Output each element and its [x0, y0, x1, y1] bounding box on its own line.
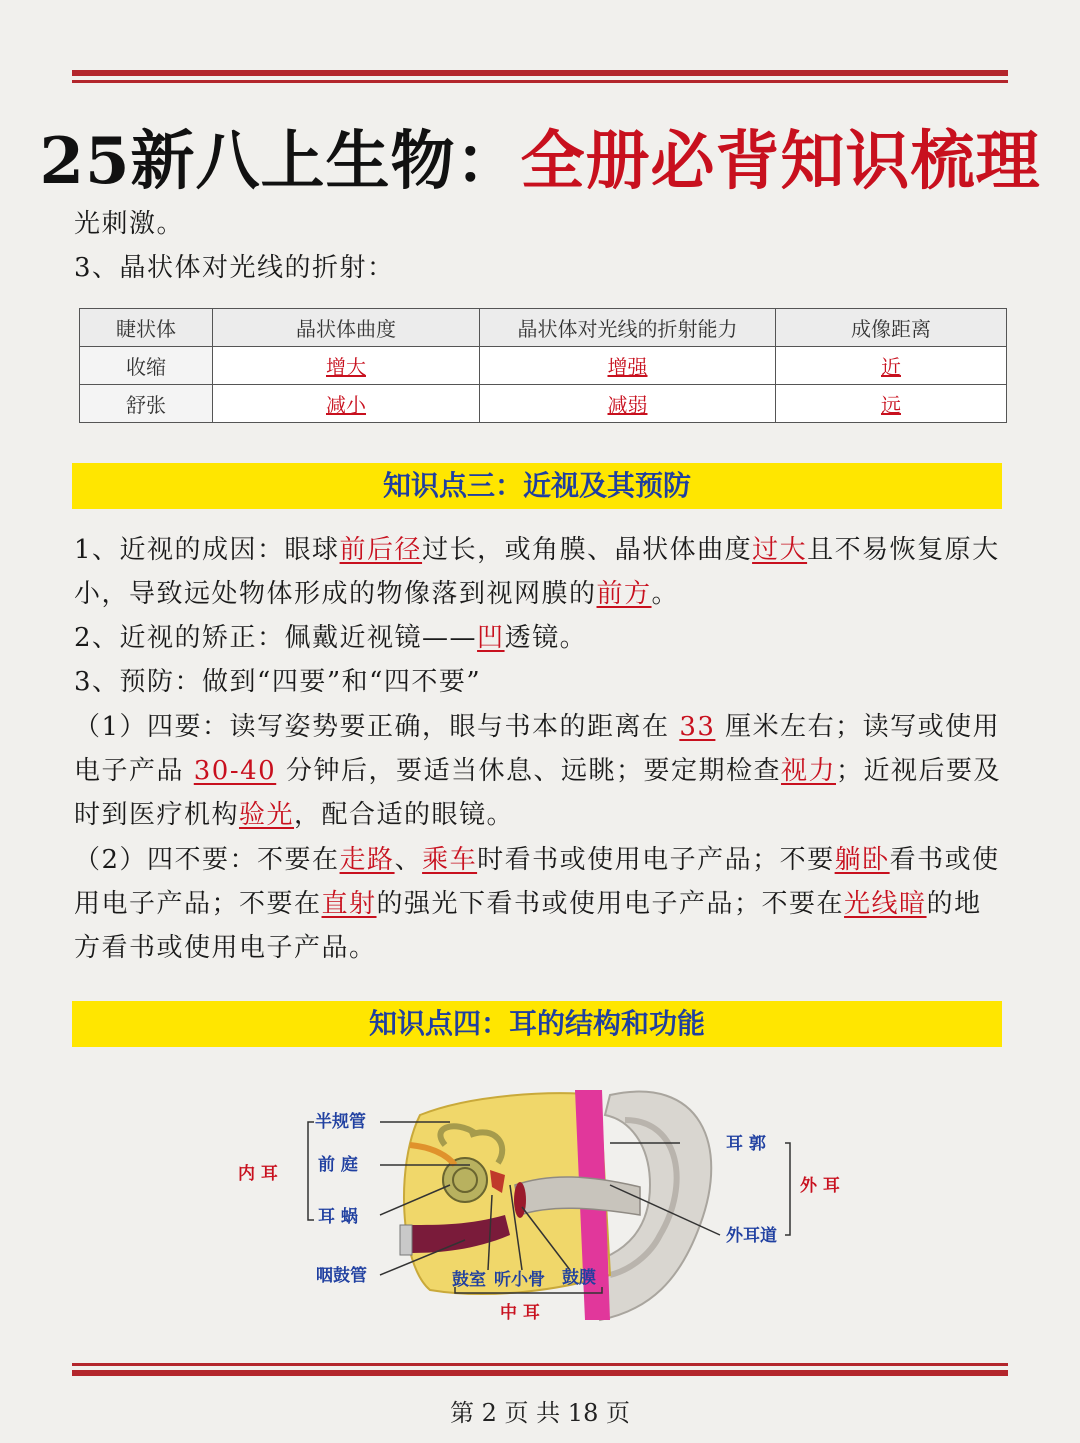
table-cell: 远: [776, 385, 1007, 423]
ear-structure-diagram: [230, 1075, 870, 1335]
table-header: 成像距离: [776, 309, 1007, 347]
table-cell: 近: [776, 347, 1007, 385]
myopia-prevention: 3、预防：做到“四要”和“四不要”: [74, 667, 482, 697]
page-title: 25新八上生物：全册必背知识梳理: [39, 124, 1041, 199]
table-header: 晶状体曲度: [213, 309, 480, 347]
label-eustachian-tube: 咽鼓管: [316, 1266, 367, 1286]
table-row: [80, 347, 1007, 385]
label-inner-ear: 内 耳: [238, 1164, 278, 1184]
table-header: 晶状体对光线的折射能力: [480, 309, 776, 347]
label-ear-canal: 外耳道: [726, 1226, 777, 1246]
table-cell: 增强: [480, 347, 776, 385]
table-header-row: [80, 309, 1007, 347]
label-outer-ear: 外 耳: [800, 1176, 840, 1196]
table-cell: 增大: [213, 347, 480, 385]
label-vestibule: 前 庭: [318, 1155, 358, 1175]
ear-illustration: [400, 1090, 711, 1320]
four-dos: （1）四要：读写姿势要正确，眼与书本的距离在 33 厘米左右；读写或使用电子产品 30-40 分钟后，要适当休息、远眺；要定期检查视力；近视后要及时到医疗机构验光，配合适的眼镜。: [74, 712, 1002, 830]
page-number: 第 2 页 共 18 页: [450, 1399, 630, 1427]
label-tympanic-cavity: 鼓室: [452, 1270, 486, 1290]
section-heading-ear: 知识点四：耳的结构和功能: [72, 1001, 1002, 1047]
refraction-table: [79, 308, 1007, 423]
bottom-rule: [72, 1363, 1008, 1376]
table-cell: 收缩: [80, 347, 213, 385]
table-header: 睫状体: [80, 309, 213, 347]
myopia-correction: 2、近视的矫正：佩戴近视镜——凹透镜。: [74, 623, 588, 653]
table-cell: 减弱: [480, 385, 776, 423]
four-donts: （2）四不要：不要在走路、乘车时看书或使用电子产品；不要躺卧看书或使用电子产品；不要在直射的强光下看书或使用电子产品；不要在光线暗的地方看书或使用电子产品。: [74, 845, 1000, 963]
label-ossicles: 听小骨: [494, 1270, 545, 1290]
table-row: [80, 385, 1007, 423]
table-cell: 减小: [213, 385, 480, 423]
section-heading-myopia: 知识点三：近视及其预防: [72, 463, 1002, 509]
label-auricle: 耳 郭: [726, 1134, 766, 1154]
table-cell: 舒张: [80, 385, 213, 423]
myopia-cause: 1、近视的成因：眼球前后径过长，或角膜、晶状体曲度过大且不易恢复原大小，导致远处物体形成的物像落到视网膜的前方。: [74, 535, 1000, 609]
top-rule: [72, 70, 1008, 83]
label-middle-ear: 中 耳: [500, 1303, 540, 1323]
intro-line-2: 3、晶状体对光线的折射：: [74, 253, 395, 283]
label-semicircular-canals: 半规管: [315, 1112, 366, 1132]
intro-line-1: 光刺激。: [74, 209, 185, 239]
label-cochlea: 耳 蜗: [318, 1207, 358, 1227]
label-eardrum: 鼓膜: [562, 1268, 596, 1288]
